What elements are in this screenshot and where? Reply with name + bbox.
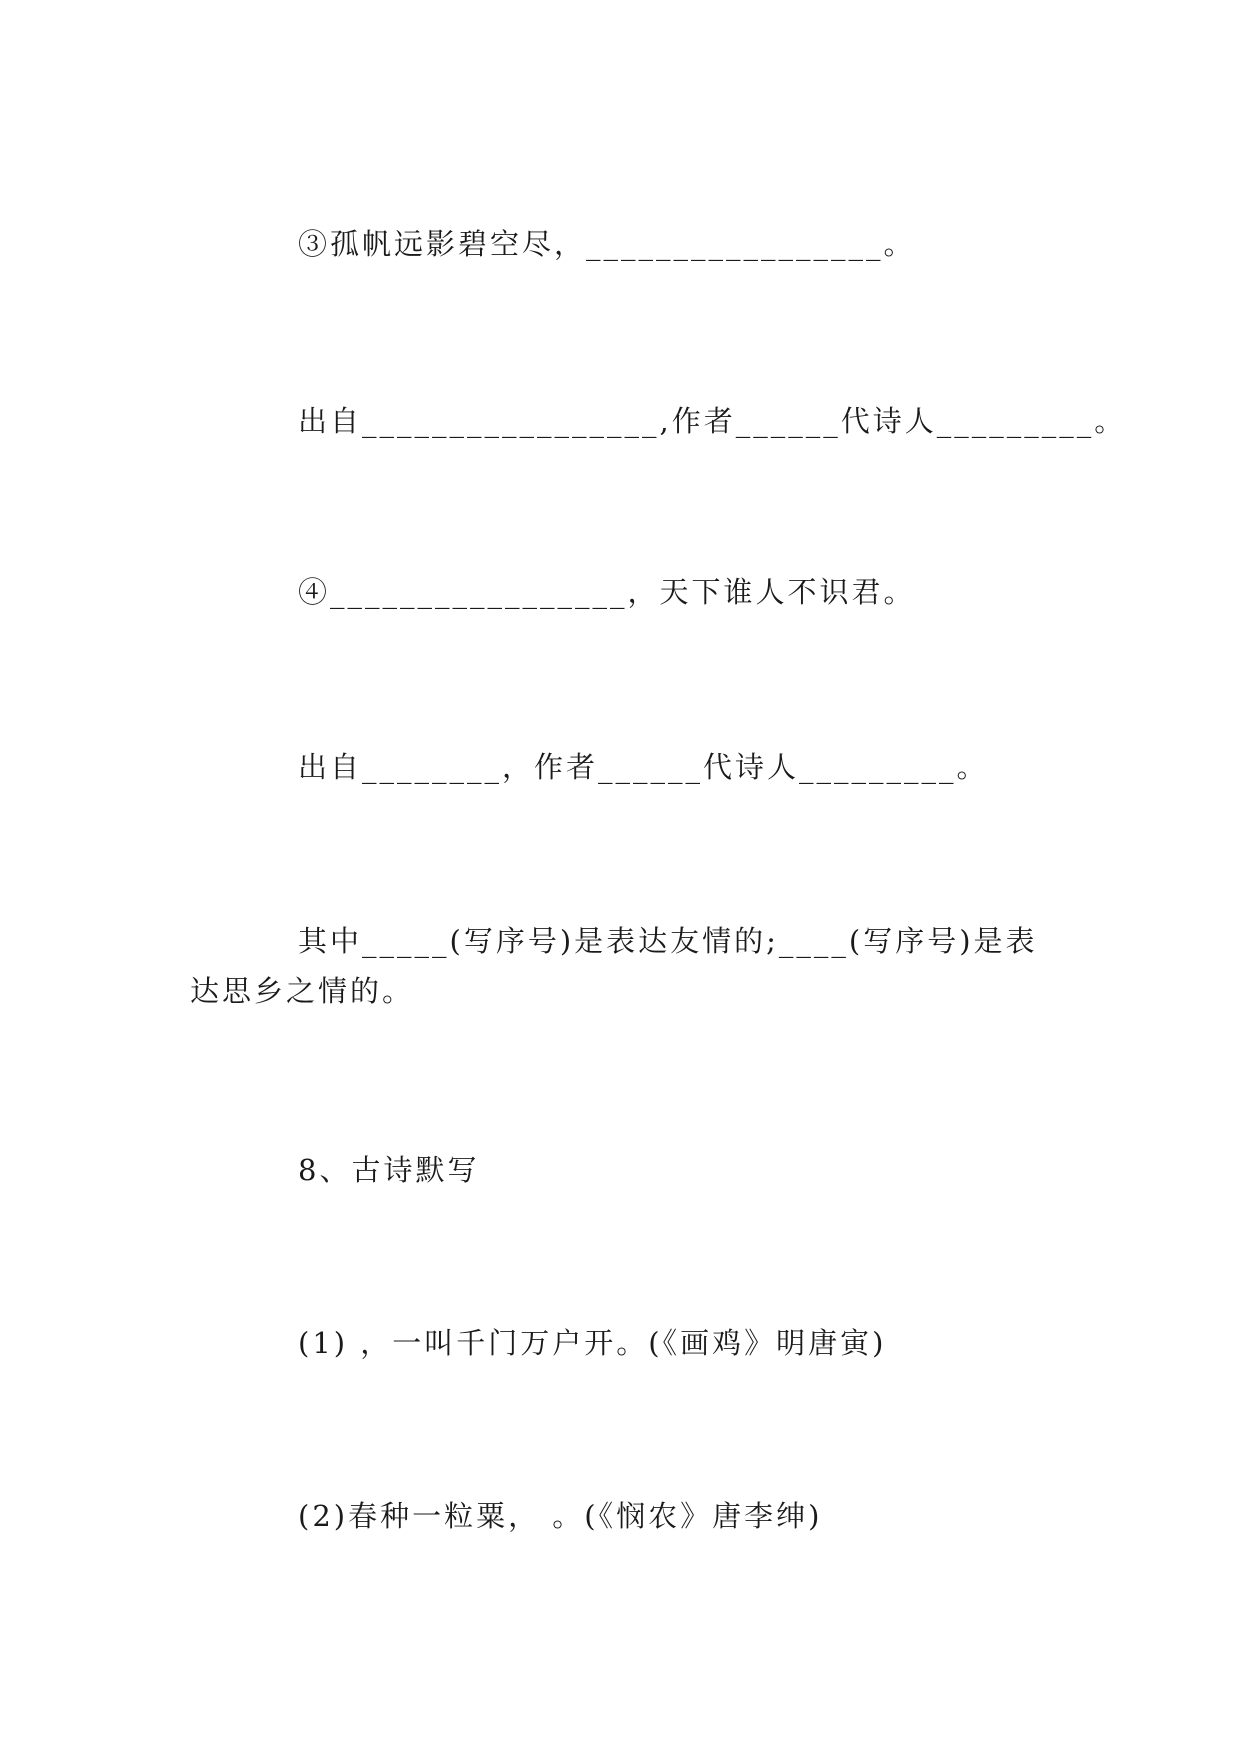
classification-question: 其中_____(写序号)是表达友情的;____(写序号)是表达思乡之情的。 <box>190 924 1038 1008</box>
recitation-item-1: (1) ，一叫千门万户开。(《画鸡》明唐寅) <box>298 1326 887 1360</box>
section-heading-8: 8、古诗默写 <box>298 1153 480 1187</box>
source-line-3: 出自_________________,作者______代诗人_________。 <box>298 404 1127 438</box>
source-line-4: 出自________，作者______代诗人_________。 <box>298 750 989 784</box>
recitation-item-2: (2)春种一粒粟， 。(《悯农》唐李绅) <box>298 1499 823 1533</box>
poem-line-4: ④_________________，天下谁人不识君。 <box>298 575 916 609</box>
poem-line-3: ③孤帆远影碧空尽，_________________。 <box>298 227 916 261</box>
